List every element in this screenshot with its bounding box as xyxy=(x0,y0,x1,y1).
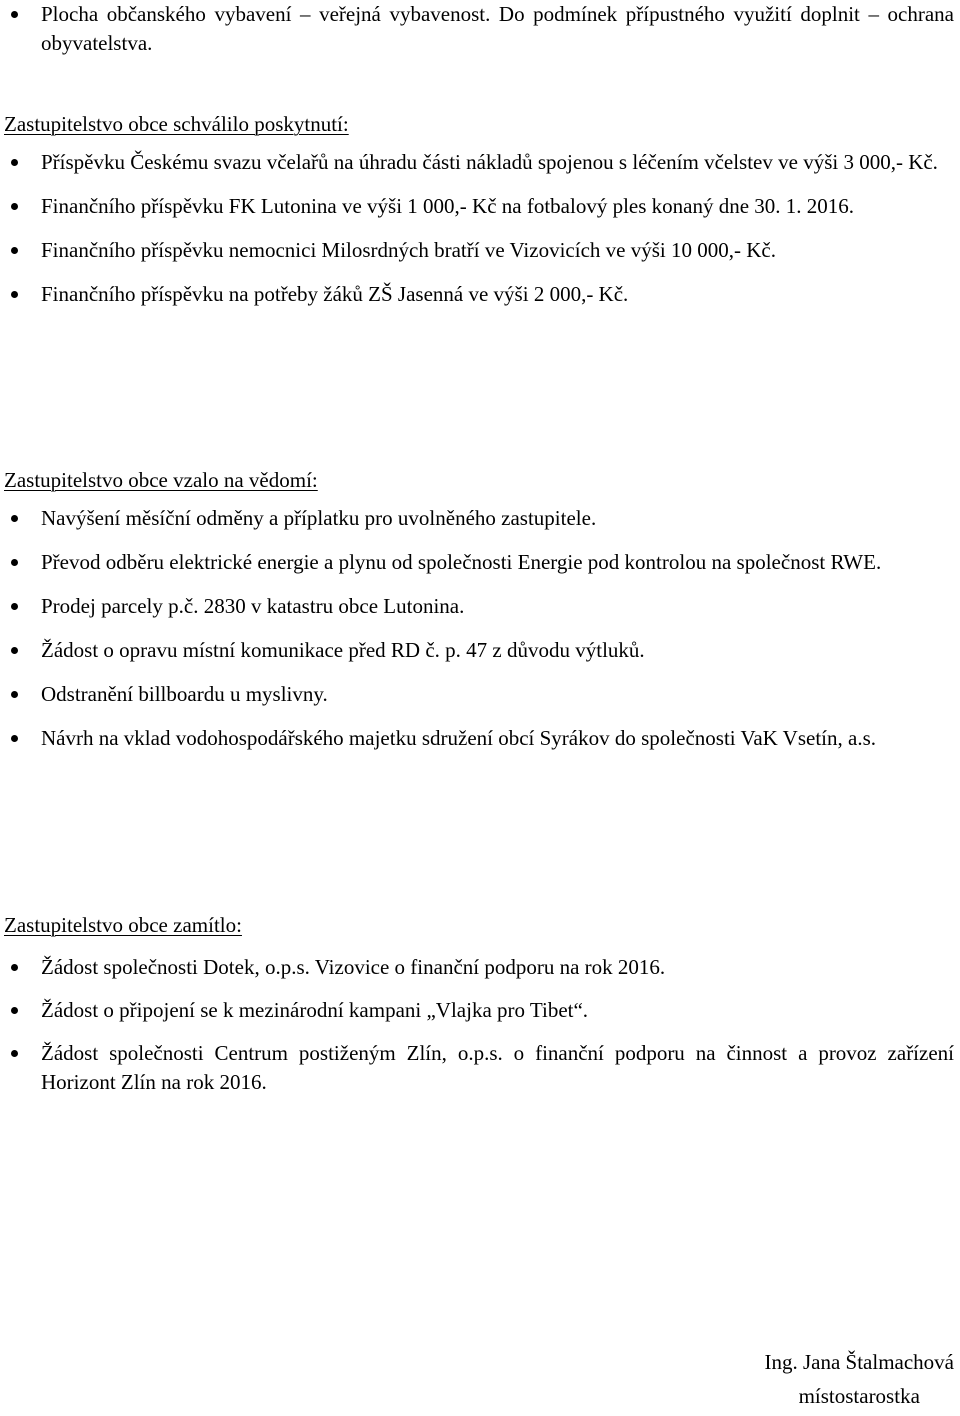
section-heading: Zastupitelstvo obce schválilo poskytnutí: xyxy=(4,112,349,136)
bullet-icon xyxy=(11,691,18,698)
bullet-icon xyxy=(11,1007,18,1014)
bullet-icon xyxy=(11,203,18,210)
list-item: Převod odběru elektrické energie a plynu od společnosti Energie pod kontrolou na společnost RWE. xyxy=(0,548,960,577)
bullet-icon xyxy=(11,735,18,742)
list-item: Finančního příspěvku na potřeby žáků ZŠ Jasenná ve výši 2 000,- Kč. xyxy=(0,280,960,309)
signature-block xyxy=(764,1348,954,1416)
list-item: Žádost společnosti Dotek, o.p.s. Vizovice o finanční podporu na rok 2016. xyxy=(0,953,960,982)
intro-list xyxy=(0,0,960,58)
signature-name: Ing. Jana Štalmachová xyxy=(764,1350,954,1374)
intro-section xyxy=(0,0,960,58)
noted-list xyxy=(0,504,960,753)
bullet-icon xyxy=(11,159,18,166)
list-item: Finančního příspěvku nemocnici Milosrdných bratří ve Vizovicích ve výši 10 000,- Kč. xyxy=(0,236,960,265)
list-item: Žádost společnosti Centrum postiženým Zlín, o.p.s. o finanční podporu na činnost a provoz zařízení Horizont Zlín na rok 2016. xyxy=(0,1039,960,1097)
list-item: Navýšení měsíční odměny a příplatku pro uvolněného zastupitele. xyxy=(0,504,960,533)
rejected-list xyxy=(0,953,960,1097)
noted-section xyxy=(0,466,960,753)
list-item: Prodej parcely p.č. 2830 v katastru obce Lutonina. xyxy=(0,592,960,621)
bullet-icon xyxy=(11,247,18,254)
bullet-icon xyxy=(11,291,18,298)
signature-role: místostarostka xyxy=(798,1384,920,1408)
list-item: Odstranění billboardu u myslivny. xyxy=(0,680,960,709)
bullet-icon xyxy=(11,11,18,18)
list-item: Plocha občanského vybavení – veřejná vybavenost. Do podmínek přípustného využití doplnit – ochrana obyvatelstva. xyxy=(0,0,960,58)
bullet-icon xyxy=(11,559,18,566)
list-item: Žádost o připojení se k mezinárodní kampani „Vlajka pro Tibet“. xyxy=(0,996,960,1025)
bullet-icon xyxy=(11,647,18,654)
rejected-section xyxy=(0,911,960,1097)
bullet-icon xyxy=(11,515,18,522)
section-heading: Zastupitelstvo obce zamítlo: xyxy=(4,913,242,937)
approved-section xyxy=(0,110,960,309)
list-item: Finančního příspěvku FK Lutonina ve výši 1 000,- Kč na fotbalový ples konaný dne 30. 1. 2016. xyxy=(0,192,960,221)
list-item: Příspěvku Českému svazu včelařů na úhradu části nákladů spojenou s léčením včelstev ve výši 3 000,- Kč. xyxy=(0,148,960,177)
list-item: Návrh na vklad vodohospodářského majetku sdružení obcí Syrákov do společnosti VaK Vsetín, a.s. xyxy=(0,724,960,753)
bullet-icon xyxy=(11,1050,18,1057)
bullet-icon xyxy=(11,603,18,610)
section-heading: Zastupitelstvo obce vzalo na vědomí: xyxy=(4,468,318,492)
bullet-icon xyxy=(11,964,18,971)
approved-list xyxy=(0,148,960,309)
list-item: Žádost o opravu místní komunikace před RD č. p. 47 z důvodu výtluků. xyxy=(0,636,960,665)
